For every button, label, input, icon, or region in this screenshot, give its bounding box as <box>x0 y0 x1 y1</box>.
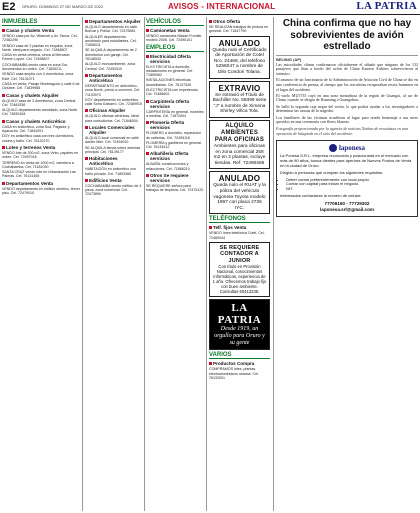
ad-text: ALQUILO departamento en calle Bolívar y Potosí. Cel. 72476581 <box>85 25 138 34</box>
ad-text: COCHABAMBA vendo edificio de 4 pisos, zona comercial. Cel. 72473890 <box>85 183 142 197</box>
ad-text: VENDO línea telefónica Cotel. Cel. 72480044 <box>209 231 265 240</box>
ad-text: HABITACIÓN en anticrético con baño privado. Cel. 71853360 <box>85 167 136 176</box>
laponesa-requirements: • Deber contar preferentemente con local propio. • Contar con capital para iniciar el negocio. • NIT. <box>286 178 414 192</box>
category-heading: Habitaciones Anticrético <box>85 156 142 166</box>
bullet-icon <box>209 226 212 229</box>
ad-list <box>2 125 80 143</box>
ad-list <box>2 99 80 117</box>
ad-text: VENDO casa por Av. Villarroel y Av. Tacna. Cel. 72482290 <box>2 34 78 43</box>
column-divider <box>273 17 274 511</box>
ad-list <box>2 187 80 196</box>
notice-box-anulado-2: ANULADO Queda nulo el RUAT y la póliza del vehículo vagoneta Toyota modelo 1997 con placa 2736 IYC. <box>209 171 270 214</box>
column-divider <box>206 17 207 511</box>
category-heading: Productos Compra <box>209 361 270 366</box>
bullet-icon <box>146 121 149 124</box>
ad-text: DOY en anticrético casa con tres dormitorios, cocina y baño. Cel. 76132270 <box>2 134 75 143</box>
laponesa-text: La Ponesa S.R.L. empresa reconocida y posicionada en el mercado con más de 80 años, busca dientes para apertura de Nuevos Puntos de Venta en la ciudad de Oruro. <box>280 153 412 168</box>
classifieds-column-3 <box>146 17 204 511</box>
ad-text: TERRENO en venta de 1000 m2, carretera a Cochabamba. Cel. 71181090 <box>2 160 74 169</box>
ad-list <box>85 114 142 123</box>
ad-text: ALBAÑIL construcciones y refacciones. Cel. 71866210 <box>146 162 190 171</box>
column-divider <box>144 17 145 511</box>
bullet-icon <box>85 74 88 77</box>
section-title-empleos: EMPLEOS <box>146 45 204 52</box>
ad-list <box>2 34 80 91</box>
ad-text: INSTALACIONES eléctricas domiciliarias. Cel. 76137340 <box>146 78 192 87</box>
bullet-icon <box>85 179 88 182</box>
laponesa-logo: laponesa <box>280 144 414 152</box>
ad-text: COMPRAMOS lotes, plantas, electrodomésticos usados. Cel. 76133001 <box>209 367 259 380</box>
ad-text: SE REALIZAN trabajos de pintura en general. Cel. 71847790 <box>209 25 269 34</box>
ad-list <box>146 110 204 119</box>
ad-text: DEPARTAMENTO en anticrético, zona Norte, precio a convenir. Cel. 71193070 <box>85 83 141 97</box>
ad-text: DOY departamento en anticrético, calle Soria Galvarro. Cel. 72489915 <box>85 97 142 107</box>
section-name: AVISOS - INTERNACIONAL <box>168 2 276 11</box>
ad-text: ALQUILO departamento amoblado, zona Norte. Cel. 73830184 <box>2 108 79 117</box>
ad-text: VENDO casa de 2 plantas en esquina, zona Norte, ideal para negocio. Cel. 71848507 <box>2 43 73 52</box>
notice-box-extravio: EXTRAVIO Se extravió el Título de Bachiller No. 59399 serie "J" a nombre de Ximena Shirley Villca Tola. <box>209 81 270 118</box>
bullet-icon <box>146 100 149 103</box>
photo-caption: Fotografía proporcionada por la agencia de noticias Xinhua de rescatistas en una operación de búsqueda en el sitio del accidente. <box>276 125 408 136</box>
laponesa-logo-icon <box>329 144 337 152</box>
ad-text: ALQUILO local comercial en calle Adolfo Mier. Cel. 72494020 <box>85 136 139 145</box>
ad-text: VENDO casa amplia con 4 dormitorios, zona Este. Cel. 76131071 <box>2 72 74 81</box>
bullet-icon <box>146 55 149 58</box>
ad-list <box>85 84 142 106</box>
page-header <box>0 0 420 15</box>
bullet-icon <box>85 126 88 129</box>
category-heading: Lotes y terrenos Venta <box>2 145 80 150</box>
article-credit: BEIJING (AP) <box>276 55 418 62</box>
category-heading: Otros Se requiere servicios <box>146 173 204 183</box>
notice-box-anulado: ANULADO Queda nulo el Certificado de Aportación de Cotel Nro. 24468, del teléfono 5256047 a nombre de Dilo Condori Tolana. <box>209 36 270 79</box>
la-patria-slogan: Desde 1919, un orgullo para Oruro y su gente <box>214 326 265 347</box>
ad-text: ELECTRICISTA con experiencia. Cel. 72486602 <box>146 88 199 97</box>
ad-text: SE REQUIERE señora para trabajos de limpieza. Cel. 72475120 <box>146 184 204 193</box>
ad-text: CASA en venta céntrica, cerca al Mercado Fermín López. Cel. 72498837 <box>2 53 70 62</box>
category-heading: Albañilería Oferta servicios <box>146 151 204 161</box>
laponesa-intro: Dirigido a personas que cumplan los siguientes requisitos: <box>280 169 384 175</box>
ad-text: VENDO lote de 300 m2, zona Vinto, papeles en orden. Cel. 72497018 <box>2 150 79 160</box>
la-patria-ad <box>209 299 270 350</box>
category-heading: Plomería Oferta servicios <box>146 120 204 130</box>
bullet-icon <box>209 20 212 23</box>
ad-text: CARPINTERÍA en general, muebles a medida. Cel. 71872004 <box>146 109 204 118</box>
ad-text: COCHABAMBA vendo casa en zona Sur, documentos en orden. Cel. 71845211 <box>2 62 68 72</box>
ad-text: SE ALQUILA tienda sobre avenida principal. Cel. 76149177 <box>85 145 140 154</box>
category-heading: Departamentos Anticrético <box>85 73 142 83</box>
la-patria-logo: LA PATRIA <box>217 302 262 327</box>
bullet-icon <box>2 146 5 149</box>
ad-text: ALQUILO monoambiente, zona Central. Cel. 72493310 <box>85 62 136 71</box>
classifieds-column-1 <box>2 17 80 511</box>
bullet-icon <box>2 120 5 123</box>
section-title-inmuebles: INMUEBLES <box>2 19 80 26</box>
laponesa-ad <box>276 140 418 216</box>
bullet-icon <box>85 109 88 112</box>
bullet-icon <box>146 29 149 32</box>
laponesa-phones: 77706160 - 77729302 <box>324 200 370 206</box>
ad-text: ALQUILO oficinas céntricas, ideal para consultorios. Cel. 71846004 <box>85 114 139 123</box>
ad-list <box>2 151 80 179</box>
section-title-varios: VARIOS <box>209 352 270 359</box>
section-title-telefonos: TELÉFONOS <box>209 216 270 223</box>
category-heading: Telf. fijos Venta <box>209 225 270 230</box>
article-body: Las autoridades chinas confirmaron oficialmente el sábado que ninguno de los 132 pasajeros que iban a bordo del avión de China Eastern Airlines sobrevivieron al siniestro. El anuncio de un funcionario de la Administración de Aviación Civil de China se dio en una conferencia de prensa, al tiempo que los rescatistas recuperaban restos humanos en el lugar del accidente. El vuelo MU5735 cayó en una zona montañosa de la región de Guangxi, al sur de China, cuando se dirigía de Kunming a Guangzhou. Se halló la segunda caja negra del avión, lo que podría ayudar a los investigadores a determinar las causas de la tragedia. Los familiares de las víctimas acudieron al lugar para rendir homenaje a sus seres queridos en una ceremonia con flores blancas. <box>276 61 418 125</box>
category-heading: Departamentos Alquiler <box>85 19 142 24</box>
ad-text: SE ALQUILA departamento de 2 dormitorios con garaje. Cel. 76148532 <box>85 48 137 62</box>
section-title-vehiculos: VEHÍCULOS <box>146 19 204 26</box>
ad-text: PLOMERO a domicilio, reparación de cañerías. Cel. 72495118 <box>146 131 201 140</box>
ad-text: ALQUILO casa de 3 dormitorios, zona Central. Cel. 72481536 <box>2 98 77 107</box>
laponesa-email: laponesa.srl@gmail.com <box>319 206 374 212</box>
page-number: E2 <box>2 1 16 13</box>
ad-list <box>146 162 204 171</box>
ad-text: VENDO departamento en edificio céntrico, tercer piso. Cel. 72479010 <box>2 186 80 196</box>
ad-list <box>146 65 204 97</box>
bullet-icon <box>85 157 88 160</box>
category-heading: Edificios Venta <box>85 178 142 183</box>
newspaper-logo: LA PATRIA <box>356 0 417 12</box>
category-heading: Camionetas Venta <box>146 28 204 33</box>
classifieds-column-2 <box>85 17 142 511</box>
category-heading: Departamentos Venta <box>2 181 80 186</box>
bullet-icon <box>209 362 212 365</box>
category-heading: Otros Oferta <box>209 19 270 24</box>
ad-text: ALQUILER departamento amoblado para estudiantes. Cel. 71858011 <box>85 34 137 48</box>
notice-box-alquilo: ALQUILO AMBIENTES PARA OFICINAS Ambientes para oficinas en zona comercial 258 m2 en 2 plantas, incluye tiendas. Ref. 72490485 <box>209 120 270 169</box>
ad-text: SANTA CRUZ vendo lote en Urbanización Las Palmas. Cel. 76131455 <box>2 170 76 179</box>
ad-list <box>146 131 204 149</box>
bullet-icon <box>85 20 88 23</box>
ad-text: ELECTRICISTA a domicilio, instalaciones en general. Cel. 71859062 <box>146 64 194 78</box>
ad-list <box>85 167 142 176</box>
category-heading: Carpintería Oferta servicios <box>146 99 204 109</box>
category-heading: Casas y chalets Alquiler <box>2 93 80 98</box>
bullet-icon <box>2 94 5 97</box>
ad-list <box>146 184 204 193</box>
article-headline: China confirma que no hay sobrevivientes de avión estrellado <box>282 18 412 52</box>
ad-text: PLOMERÍA y gasfitería en general. Cel. 76134412 <box>146 140 202 150</box>
ad-list <box>146 34 204 43</box>
bullet-icon <box>2 182 5 185</box>
ad-list <box>85 25 142 71</box>
category-heading: Electricidad Oferta servicios <box>146 54 204 64</box>
classifieds-column-4 <box>209 17 270 511</box>
category-heading: Oficinas Alquiler <box>85 108 142 113</box>
ad-list <box>85 136 142 154</box>
category-heading: Locales Comerciales Alquiler <box>85 125 142 135</box>
bullet-icon <box>146 174 149 177</box>
article-column <box>276 17 418 511</box>
page-date: ORURO, DOMINGO 27 DE MARZO DE 2022 <box>22 4 104 9</box>
ad-text: VENDO camioneta Nissan Frontier modelo 2008. Cel. 72490101 <box>146 34 202 43</box>
ad-text: CASA en anticrético, zona Sud, Pagador y Ayacucho. Cel. 71844201 <box>2 124 70 134</box>
ad-list <box>209 25 270 34</box>
laponesa-contact: Interesados contactarse al número de celular: <box>280 192 362 198</box>
category-heading: Casas y chalets Venta <box>2 28 80 33</box>
column-divider <box>82 17 83 511</box>
ad-list <box>85 184 142 197</box>
bullet-icon <box>146 152 149 155</box>
category-heading: Casas y chalets Anticrético <box>2 119 80 124</box>
bullet-icon <box>2 29 5 32</box>
notice-box-contador: SE REQUIERE CONTADOR A JUNIOR Con título en Provisión Nacional, conocimientos informáticos, experiencia de 1 año. Ofrecemos trabajo fijo con buen ambiente. Consultas 60413235. <box>209 242 270 298</box>
ad-text: CASA en venta, Pasaje Monteagudo y calle 6 de Octubre. Cel. 71839966 <box>2 81 80 91</box>
